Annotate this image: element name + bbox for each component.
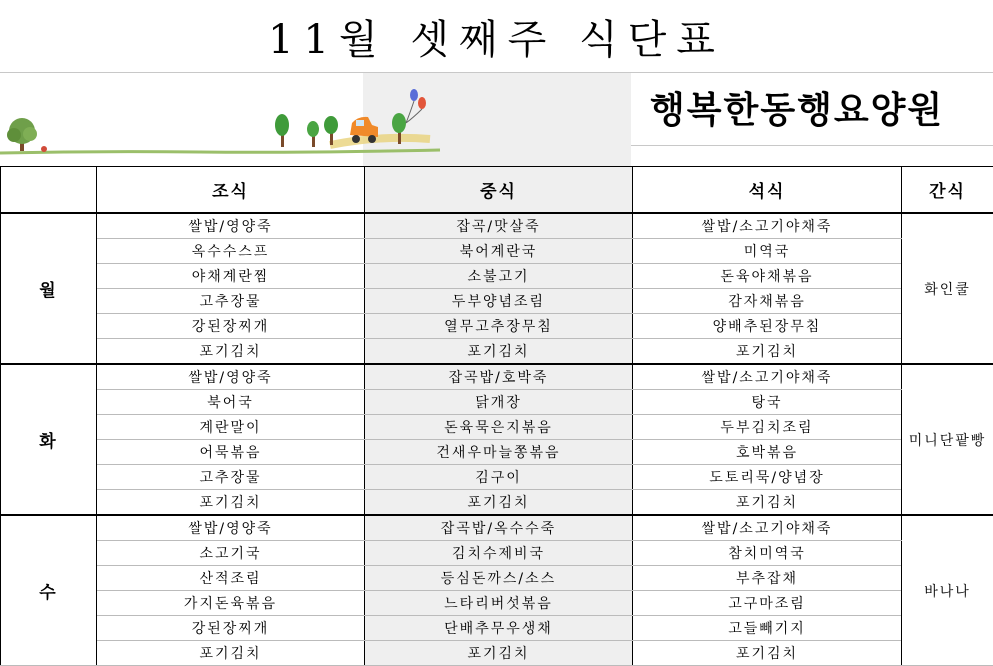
table-row [1,213,993,239]
table-row [1,314,993,339]
dinner-cell: 감자채볶음 [633,289,902,314]
lunch-cell: 포기김치 [365,339,633,365]
table-row [1,264,993,289]
dinner-cell: 포기김치 [633,339,902,365]
breakfast-cell: 북어국 [97,390,365,415]
dinner-cell: 참치미역국 [633,541,902,566]
breakfast-cell: 쌀밥/영양죽 [97,515,365,541]
breakfast-cell: 고추장물 [97,289,365,314]
table-header-row [1,167,993,214]
breakfast-cell: 산적조림 [97,566,365,591]
lunch-cell: 닭개장 [365,390,633,415]
dinner-cell: 포기김치 [633,490,902,516]
lunch-cell: 돈육묵은지볶음 [365,415,633,440]
table-row [1,591,993,616]
lunch-cell: 건새우마늘쫑볶음 [365,440,633,465]
table-row [1,289,993,314]
table-row [1,339,993,365]
table-row [1,239,993,264]
lunch-cell: 김치수제비국 [365,541,633,566]
table-row [1,515,993,541]
breakfast-cell: 야채계란찜 [97,264,365,289]
lunch-cell: 열무고추장무침 [365,314,633,339]
day-label: 수 [1,515,97,666]
lunch-cell: 등심돈까스/소스 [365,566,633,591]
day-label: 월 [1,213,97,364]
day-header-cell [1,167,97,214]
day-label: 화 [1,364,97,515]
lunch-cell: 잡곡밥/옥수수죽 [365,515,633,541]
dinner-header: 석식 [633,167,902,214]
breakfast-cell: 고추장물 [97,465,365,490]
table-row [1,566,993,591]
menu-table [0,166,993,666]
dinner-cell: 두부김치조림 [633,415,902,440]
dinner-cell: 부추잡채 [633,566,902,591]
snack-header: 간식 [902,167,993,214]
organization-name: 행복한동행요양원 [650,82,944,133]
dinner-cell: 고들빼기지 [633,616,902,641]
divider [631,145,993,146]
tree-icon [275,114,289,147]
table-row [1,390,993,415]
breakfast-cell: 옥수수스프 [97,239,365,264]
menu-body [1,213,993,666]
dinner-cell: 포기김치 [633,641,902,666]
snack-cell: 바나나 [902,515,993,666]
breakfast-cell: 계란말이 [97,415,365,440]
breakfast-cell: 쌀밥/영양죽 [97,364,365,390]
dinner-cell: 고구마조림 [633,591,902,616]
breakfast-cell: 쌀밥/영양죽 [97,213,365,239]
table-row [1,465,993,490]
dinner-cell: 돈육야채볶음 [633,264,902,289]
lunch-cell: 잡곡밥/호박죽 [365,364,633,390]
dinner-cell: 도토리묵/양념장 [633,465,902,490]
lunch-cell: 포기김치 [365,490,633,516]
breakfast-cell: 가지돈육볶음 [97,591,365,616]
lunch-cell: 김구이 [365,465,633,490]
lunch-cell: 북어계란국 [365,239,633,264]
dinner-cell: 탕국 [633,390,902,415]
lunch-cell: 단배추무우생채 [365,616,633,641]
table-row [1,490,993,516]
dinner-cell: 쌀밥/소고기야채죽 [633,364,902,390]
snack-cell: 화인쿨 [902,213,993,364]
breakfast-cell: 포기김치 [97,641,365,666]
table-row [1,616,993,641]
dinner-cell: 양배추된장무침 [633,314,902,339]
tree-icon [7,118,47,152]
table-row [1,541,993,566]
breakfast-cell: 포기김치 [97,490,365,516]
lunch-cell: 소불고기 [365,264,633,289]
snack-cell: 미니단팥빵 [902,364,993,515]
lunch-header: 중식 [365,167,633,214]
table-row [1,415,993,440]
breakfast-cell: 소고기국 [97,541,365,566]
dinner-cell: 호박볶음 [633,440,902,465]
scenery-illustration [0,73,631,166]
breakfast-cell: 강된장찌개 [97,616,365,641]
table-row [1,641,993,666]
balloon-icon [406,89,426,123]
breakfast-cell: 어묵볶음 [97,440,365,465]
page-title: 11월 셋째주 식단표 [0,8,993,65]
breakfast-cell: 강된장찌개 [97,314,365,339]
lunch-cell: 두부양념조림 [365,289,633,314]
title-row [0,0,993,73]
table-row [1,440,993,465]
lunch-cell: 잡곡/맛살죽 [365,213,633,239]
dinner-cell: 쌀밥/소고기야채죽 [633,213,902,239]
table-row [1,364,993,390]
lunch-cell: 포기김치 [365,641,633,666]
dinner-cell: 미역국 [633,239,902,264]
breakfast-header: 조식 [97,167,365,214]
breakfast-cell: 포기김치 [97,339,365,365]
tree-icon [307,121,319,147]
lunch-cell: 느타리버섯볶음 [365,591,633,616]
dinner-cell: 쌀밥/소고기야채죽 [633,515,902,541]
